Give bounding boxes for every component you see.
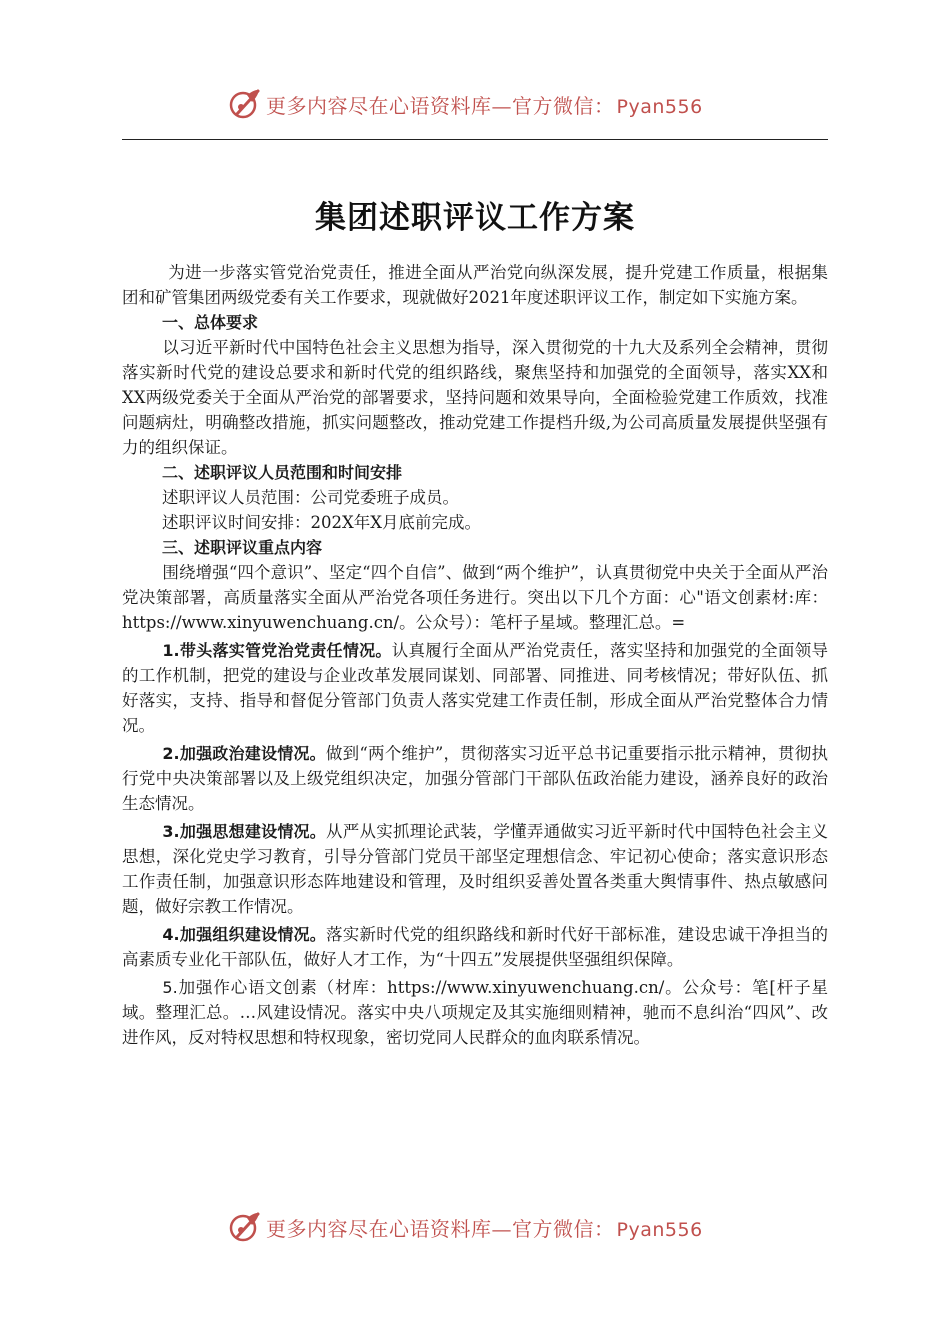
scope-line: 述职评议人员范围：公司党委班子成员。: [162, 488, 459, 507]
header-rule: [122, 139, 828, 140]
banner-text: 更多内容尽在心语资料库—官方微信： Pyan556: [266, 93, 703, 118]
item-label: 4.加强组织建设情况。: [162, 925, 327, 944]
document-body: [122, 260, 828, 1050]
section-3-paragraph: 围绕增强“四个意识”、坚定“四个自信”、做到“两个维护”，认真贯彻党中央关于全面从严治党决策部署，高质量落实全面从严治党各项任务进行。突出以下几个方面：心"语文创素材:库：https://www.xinyuwenchuang.cn/。公众号）：笔杆子星域。整理汇总。=: [122, 563, 828, 632]
page-title: 集团述职评议工作方案: [315, 200, 635, 236]
wechat-id: Pyan556: [616, 1218, 703, 1241]
item-text: 从严从实抓理论武装，学懂弄通做实习近平新时代中国特色社会主义思想，深化党史学习教育，引导分管部门党员干部坚定理想信念、牢记初心使命；落实意识形态工作责任制，加强意识形态阵地建设和管理，及时组织妥善处置各类重大舆情事件、热点敏感问题，做好宗教工作情况。: [122, 822, 829, 916]
item-text: 认真履行全面从严治党责任，落实坚持和加强党的全面领导的工作机制，把党的建设与企业改革发展同谋划、同部署、同推进、同考核情况；带好队伍、抓好落实，支持、指导和督促分管部门负责人落实党建工作责任制，形成全面从严治党整体合力情况。: [122, 641, 829, 735]
item-label: 1.带头落实管党治党责任情况。: [162, 641, 392, 660]
list-item: [122, 922, 828, 972]
list-item: [122, 975, 828, 1050]
header-banner: [0, 84, 950, 124]
section-heading-2: 二、述职评议人员范围和时间安排: [162, 463, 403, 482]
item-text: 做到“两个维护”，贯彻落实习近平总书记重要指示批示精神，贯彻执行党中央决策部署以及上级党组织决定，加强分管部门干部队伍政治能力建设，涵养良好的政治生态情况。: [122, 744, 828, 813]
quill-pen-circle-icon: [228, 87, 262, 121]
schedule-line: 述职评议时间安排：202X年X月底前完成。: [162, 513, 481, 532]
footer-banner: [0, 1207, 950, 1247]
list-item: [122, 819, 828, 919]
section-1-paragraph: 以习近平新时代中国特色社会主义思想为指导，深入贯彻党的十九大及系列全会精神，贯彻落实新时代党的建设总要求和新时代党的组织路线，聚焦坚持和加强党的全面领导，落实XX和XX两级党委关于全面从严治党的部署要求，坚持问题和效果导向，全面检验党建工作质效，找准问题病灶，明确整改措施，抓实问题整改，推动党建工作提档升级,为公司高质量发展提供坚强有力的组织保证。: [122, 338, 828, 457]
section-heading-1: 一、总体要求: [162, 313, 259, 332]
section-heading-3: 三、述职评议重点内容: [162, 538, 323, 557]
quill-pen-circle-icon: [228, 1210, 262, 1244]
intro-paragraph: 为进一步落实管党治党责任，推进全面从严治党向纵深发展，提升党建工作质量，根据集团和矿管集团两级党委有关工作要求，现就做好2021年度述职评议工作，制定如下实施方案。: [122, 263, 828, 307]
item-text: 落实新时代党的组织路线和新时代好干部标准，建设忠诚干净担当的高素质专业化干部队伍，做好人才工作，为“十四五”发展提供坚强组织保障。: [122, 925, 829, 969]
banner-text: 更多内容尽在心语资料库—官方微信： Pyan556: [266, 1216, 703, 1241]
wechat-id: Pyan556: [616, 95, 703, 118]
list-item: [122, 638, 828, 738]
item-label: 2.加强政治建设情况。: [162, 744, 326, 763]
list-item: [122, 741, 828, 816]
item-label: 5.: [162, 978, 178, 997]
item-text: 加强作心语文创素（材库：https://www.xinyuwenchuang.cn/。公众号：笔[杆子星域。整理汇总。…风建设情况。落实中央八项规定及其实施细则精神，驰而不息纠治“四风”、改进作风，反对特权思想和特权现象，密切党同人民群众的血肉联系情况。: [122, 978, 828, 1047]
item-label: 3.加强思想建设情况。: [162, 822, 327, 841]
